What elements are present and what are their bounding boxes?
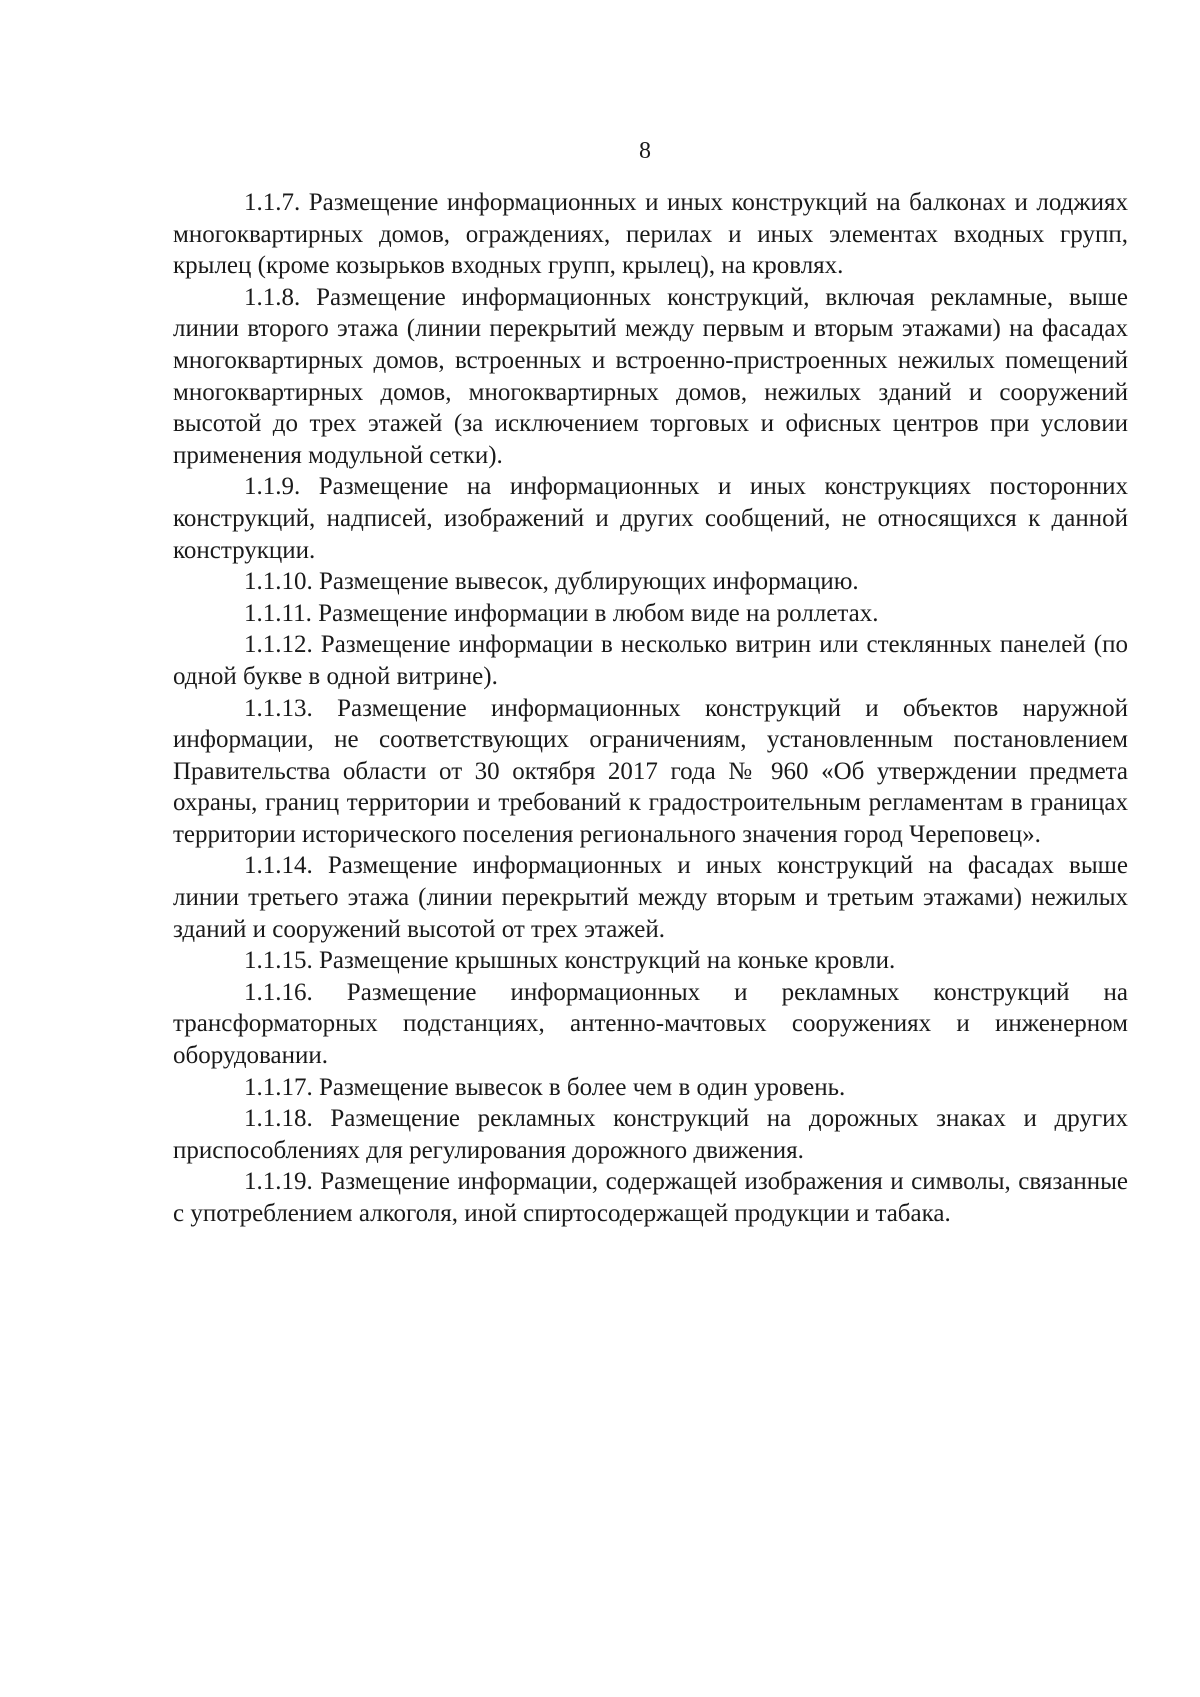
paragraph-1-1-15: 1.1.15. Размещение крышных конструкций на коньке кровли. (244, 947, 896, 975)
document-body (173, 187, 1128, 1230)
paragraph-1-1-17: 1.1.17. Размещение вывесок в более чем в один уровень. (244, 1073, 846, 1101)
paragraph-1-1-9: 1.1.9. Размещение на информационных и иных конструкциях посторонних конструкций, надписей, изображений и других сообщений, не относящихся к данной конструкции. (173, 473, 1128, 564)
paragraph-1-1-11: 1.1.11. Размещение информации в любом виде на роллетах. (244, 599, 879, 627)
paragraph-1-1-14: 1.1.14. Размещение информационных и иных конструкций на фасадах выше линии третьего этажа (линии перекрытий между вторым и третьим этажами) нежилых зданий и сооружений высотой от трех этажей. (173, 852, 1128, 943)
paragraph-1-1-19: 1.1.19. Размещение информации, содержащей изображения и символы, связанные с употреблением алкоголя, иной спиртосодержащей продукции и табака. (173, 1168, 1128, 1227)
paragraph-1-1-12: 1.1.12. Размещение информации в несколько витрин или стеклянных панелей (по одной букве в одной витрине). (173, 631, 1128, 690)
paragraph-1-1-18: 1.1.18. Размещение рекламных конструкций на дорожных знаках и других приспособлениях для регулирования дорожного движения. (173, 1105, 1128, 1164)
page-number: 8 (639, 138, 651, 164)
paragraph-1-1-13: 1.1.13. Размещение информационных конструкций и объектов наружной информации, не соответствующих ограничениям, установленным постановлением Правительства области от 30 октября 2017 года № 960 «Об утверждении предмета охраны, границ территории и требований к градостроительным регламентам в границах территории исторического поселения регионального значения город Череповец». (173, 694, 1128, 848)
paragraph-1-1-8: 1.1.8. Размещение информационных конструкций, включая рекламные, выше линии второго этажа (линии перекрытий между первым и вторым этажами) на фасадах многоквартирных домов, встроенных и встроенно-пристроенных нежилых помещений многоквартирных домов, многоквартирных домов, нежилых зданий и сооружений высотой до трех этажей (за исключением торговых и офисных центров при условии применения модульной сетки). (173, 283, 1128, 469)
paragraph-1-1-16: 1.1.16. Размещение информационных и рекламных конструкций на трансформаторных подстанциях, антенно-мачтовых сооружениях и инженерном оборудовании. (173, 978, 1128, 1070)
paragraph-1-1-7: 1.1.7. Размещение информационных и иных конструкций на балконах и лоджиях многоквартирных домов, ограждениях, перилах и иных элементах входных групп, крылец (кроме козырьков входных групп, крылец), на кровлях. (173, 189, 1128, 280)
paragraph-1-1-10: 1.1.10. Размещение вывесок, дублирующих информацию. (244, 568, 859, 596)
